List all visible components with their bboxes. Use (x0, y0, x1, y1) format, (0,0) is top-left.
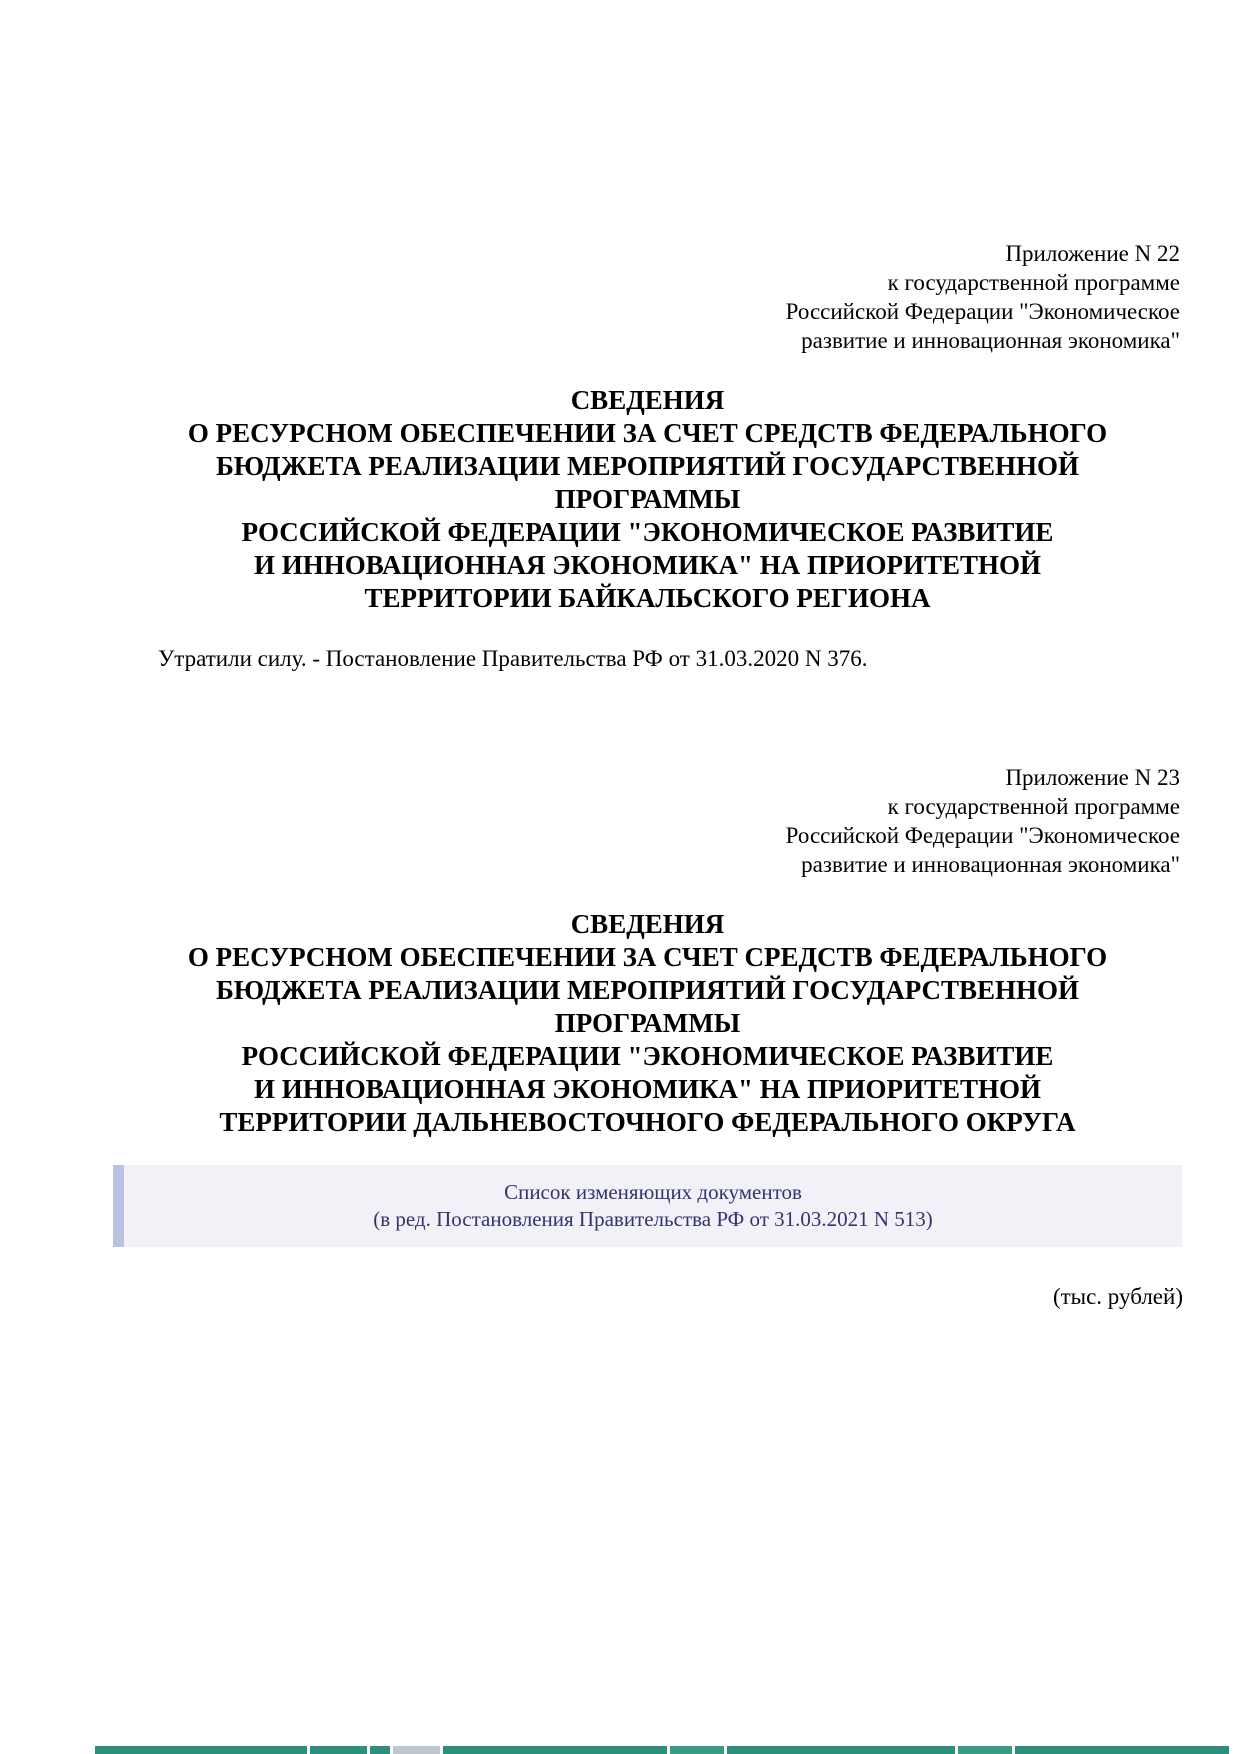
title-line: СВЕДЕНИЯ (570, 385, 725, 415)
title-line: О РЕСУРСНОМ ОБЕСПЕЧЕНИИ ЗА СЧЕТ СРЕДСТВ ФЕДЕРАЛЬНОГО (187, 942, 1108, 972)
ref-line: Российской Федерации "Экономическое (785, 823, 1180, 848)
units-note: (тыс. рублей) (1052, 1284, 1183, 1309)
amendments-box-title: Список изменяющих документов (504, 1180, 802, 1204)
ref-line: Приложение N 22 (1005, 241, 1180, 266)
table-edge-cell (310, 1746, 367, 1754)
title-line: О РЕСУРСНОМ ОБЕСПЕЧЕНИИ ЗА СЧЕТ СРЕДСТВ ФЕДЕРАЛЬНОГО (187, 418, 1108, 448)
table-edge-cell (95, 1746, 307, 1754)
ref-line: Приложение N 23 (1005, 765, 1180, 790)
appendix22-reference (786, 239, 1180, 355)
amendments-box (113, 1165, 1182, 1247)
title-line: РОССИЙСКОЙ ФЕДЕРАЦИИ "ЭКОНОМИЧЕСКОЕ РАЗВИТИЕ (241, 1041, 1054, 1071)
table-edge-cell (670, 1746, 724, 1754)
table-edge-cell (727, 1746, 955, 1754)
title-line: ТЕРРИТОРИИ БАЙКАЛЬСКОГО РЕГИОНА (364, 583, 931, 613)
title-line: БЮДЖЕТА РЕАЛИЗАЦИИ МЕРОПРИЯТИЙ ГОСУДАРСТВЕННОЙ (215, 451, 1080, 481)
title-line: РОССИЙСКОЙ ФЕДЕРАЦИИ "ЭКОНОМИЧЕСКОЕ РАЗВИТИЕ (241, 517, 1054, 547)
table-edge-cell (393, 1746, 440, 1754)
appendix23-title (113, 908, 1182, 1139)
title-line: ТЕРРИТОРИИ ДАЛЬНЕВОСТОЧНОГО ФЕДЕРАЛЬНОГО ОКРУГА (219, 1107, 1076, 1137)
appendix22-title (113, 384, 1182, 615)
amendments-box-revision: (в ред. Постановления Правительства РФ от 31.03.2021 N 513) (373, 1207, 933, 1231)
title-line: ПРОГРАММЫ (554, 1008, 741, 1038)
amendments-box-body (124, 1165, 1182, 1247)
title-line: И ИННОВАЦИОННАЯ ЭКОНОМИКА" НА ПРИОРИТЕТНОЙ (253, 1074, 1042, 1104)
ref-line: к государственной программе (887, 270, 1180, 295)
title-line: БЮДЖЕТА РЕАЛИЗАЦИИ МЕРОПРИЯТИЙ ГОСУДАРСТВЕННОЙ (215, 975, 1080, 1005)
table-edge-cell (443, 1746, 667, 1754)
table-top-edge (95, 1746, 1240, 1754)
amendments-box-accent-bar (113, 1165, 124, 1247)
ref-line: Российской Федерации "Экономическое (785, 299, 1180, 324)
table-edge-cell (958, 1746, 1012, 1754)
table-edge-cell (1015, 1746, 1229, 1754)
table-edge-cell (370, 1746, 390, 1754)
title-line: ПРОГРАММЫ (554, 484, 741, 514)
ref-line: развитие и инновационная экономика" (801, 328, 1180, 353)
appendix22-status-note: Утратили силу. - Постановление Правительства РФ от 31.03.2020 N 376. (158, 646, 868, 671)
ref-line: развитие и инновационная экономика" (801, 852, 1180, 877)
appendix23-reference (786, 763, 1180, 879)
title-line: И ИННОВАЦИОННАЯ ЭКОНОМИКА" НА ПРИОРИТЕТНОЙ (253, 550, 1042, 580)
ref-line: к государственной программе (887, 794, 1180, 819)
title-line: СВЕДЕНИЯ (570, 909, 725, 939)
